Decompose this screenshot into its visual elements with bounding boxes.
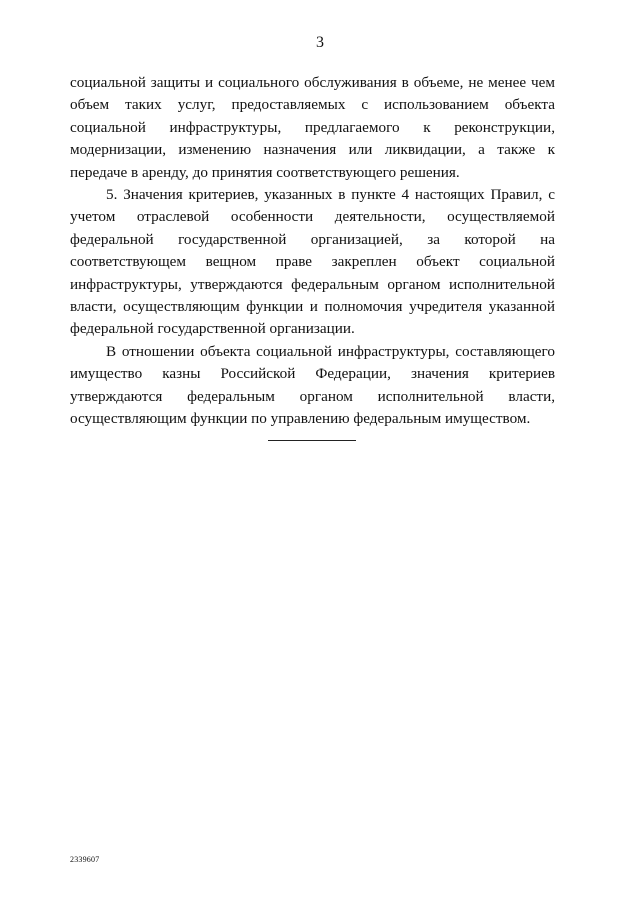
paragraph-treasury-property: В отношении объекта социальной инфраструктуры, составляющего имущество казны Российской Федерации, значения критериев утверждаются федеральным органом исполнительной власти, осуществляющим функции по управлению федеральным имуществом. xyxy=(70,342,555,428)
page-number: 3 xyxy=(316,34,324,51)
paragraph-continuation: социальной защиты и социального обслуживания в объеме, не менее чем объем таких услуг, предоставляемых с использованием объекта социальной инфраструктуры, предлагаемого к реконструкции, модернизации, изменению назначения или ликвидации, а также к передаче в аренду, до принятия соответствующего решения. xyxy=(70,74,555,181)
end-of-text-divider xyxy=(268,440,356,441)
paragraph-item-5: 5. Значения критериев, указанных в пункте 4 настоящих Правил, с учетом отраслевой особенности деятельности, осуществляемой федеральной государственной организацией, за которой на соответствующем вещном праве закреплен объект социальной инфраструктуры, утверждаются федеральным органом исполнительной власти, осуществляющим функции и полномочия учредителя указанной федеральной государственной организации. xyxy=(70,186,555,338)
document-code: 2339607 xyxy=(70,855,100,864)
document-body xyxy=(70,72,555,431)
